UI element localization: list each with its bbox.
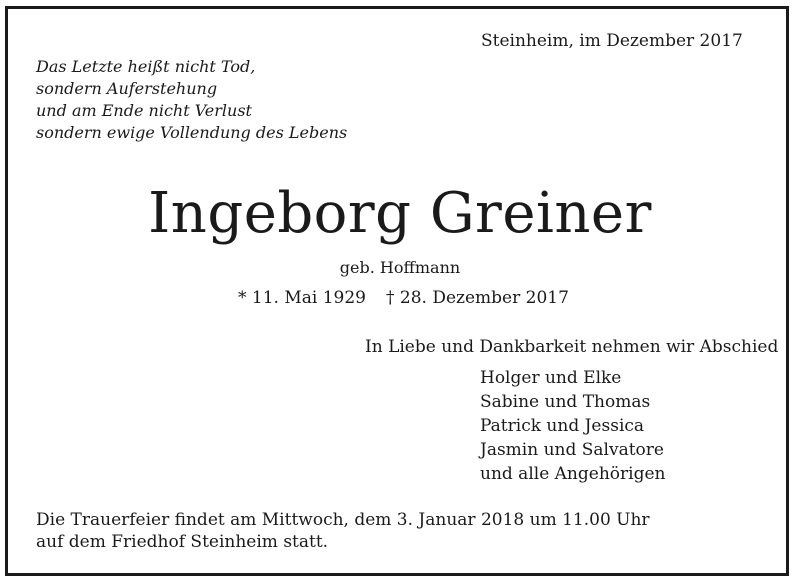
- mourner: und alle Angehörigen: [480, 464, 666, 484]
- mourner: Sabine und Thomas: [480, 392, 651, 412]
- maiden-name: geb. Hoffmann: [339, 258, 461, 277]
- funeral-line: Die Trauerfeier findet am Mittwoch, dem 3. Januar 2018 um 11.00 Uhr: [36, 510, 650, 530]
- deceased-name: Ingeborg Greiner: [148, 181, 652, 246]
- verse-line: und am Ende nicht Verlust: [36, 101, 252, 120]
- mourner: Jasmin und Salvatore: [480, 440, 664, 460]
- mourner: Patrick und Jessica: [480, 416, 645, 436]
- farewell-line: In Liebe und Dankbarkeit nehmen wir Abschied: [365, 337, 779, 357]
- mourner: Holger und Elke: [480, 368, 622, 388]
- death-date: † 28. Dezember 2017: [386, 288, 569, 308]
- verse-line: sondern ewige Vollendung des Lebens: [36, 123, 348, 142]
- verse-line: sondern Auferstehung: [36, 79, 218, 98]
- birth-date: * 11. Mai 1929: [238, 288, 366, 308]
- funeral-line: auf dem Friedhof Steinheim statt.: [36, 532, 329, 552]
- verse: [36, 56, 347, 144]
- verse-line: Das Letzte heißt nicht Tod,: [36, 57, 256, 76]
- funeral-info: [36, 509, 650, 553]
- place-date: Steinheim, im Dezember 2017: [481, 31, 743, 51]
- mourners-list: [480, 366, 665, 486]
